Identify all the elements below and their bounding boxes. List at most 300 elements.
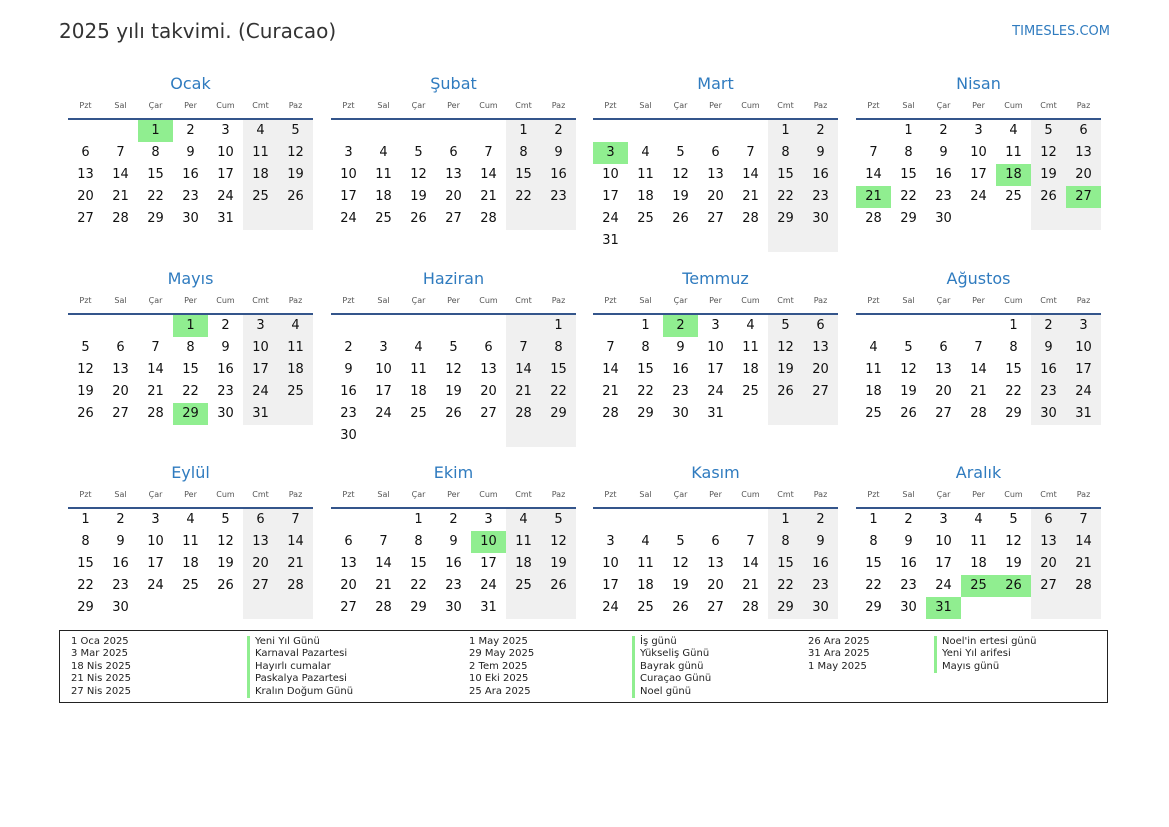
day-cell: 21 <box>602 384 619 399</box>
day-cell: 28 <box>602 406 619 421</box>
legend-holiday-name: Yeni Yıl Günü <box>247 636 353 648</box>
day-cell: 29 <box>77 600 94 615</box>
month-name: Kasım <box>691 463 740 482</box>
day-cell: 5 <box>676 145 685 160</box>
day-cell: 26 <box>550 578 567 593</box>
legend-names-col1 <box>247 636 353 698</box>
day-cell: 17 <box>252 362 269 377</box>
month-block <box>68 463 313 633</box>
holiday-day-cell: 25 <box>961 575 996 597</box>
day-cell: 16 <box>445 556 462 571</box>
day-cell: 25 <box>252 189 269 204</box>
day-cell: 12 <box>1005 534 1022 549</box>
weekday-label: Pzt <box>79 101 92 110</box>
day-cell: 26 <box>777 384 794 399</box>
month-name: Ekim <box>433 463 474 482</box>
day-cell: 30 <box>1040 406 1057 421</box>
day-cell: 30 <box>445 600 462 615</box>
day-cell: 30 <box>182 211 199 226</box>
day-cell: 30 <box>112 600 129 615</box>
day-cell: 25 <box>515 578 532 593</box>
day-cell: 2 <box>449 512 458 527</box>
weekday-label: Cmt <box>1040 101 1057 110</box>
day-cell: 29 <box>777 600 794 615</box>
day-cell: 18 <box>515 556 532 571</box>
day-cell: 17 <box>602 578 619 593</box>
legend-date: 21 Nis 2025 <box>71 673 131 685</box>
day-cell: 8 <box>151 145 160 160</box>
month-name: Ağustos <box>946 269 1011 288</box>
day-cell: 2 <box>1044 318 1053 333</box>
day-cell: 13 <box>252 534 269 549</box>
day-cell: 23 <box>550 189 567 204</box>
day-cell: 2 <box>344 340 353 355</box>
day-cell: 24 <box>602 211 619 226</box>
day-cell: 10 <box>935 534 952 549</box>
day-cell: 21 <box>375 578 392 593</box>
day-cell: 9 <box>554 145 563 160</box>
day-cell: 1 <box>781 512 790 527</box>
day-cell: 3 <box>606 534 615 549</box>
day-cell: 28 <box>742 600 759 615</box>
day-cell: 20 <box>935 384 952 399</box>
day-cell: 13 <box>480 362 497 377</box>
day-cell: 27 <box>812 384 829 399</box>
day-cell: 20 <box>252 556 269 571</box>
holiday-day-cell: 1 <box>138 120 173 142</box>
month-block <box>68 269 313 439</box>
day-cell: 20 <box>707 578 724 593</box>
day-cell: 7 <box>746 145 755 160</box>
day-cell: 12 <box>287 145 304 160</box>
holiday-day-cell: 29 <box>173 403 208 425</box>
day-cell: 11 <box>182 534 199 549</box>
weekday-label: Pzt <box>604 490 617 499</box>
day-cell: 10 <box>340 167 357 182</box>
weekday-label: Cmt <box>252 490 269 499</box>
day-cell: 29 <box>637 406 654 421</box>
day-cell: 24 <box>217 189 234 204</box>
day-cell: 9 <box>676 340 685 355</box>
legend-names-col3 <box>934 636 1036 673</box>
weekday-label: Paz <box>551 296 566 305</box>
weekday-label: Sal <box>639 490 652 499</box>
day-cell: 12 <box>550 534 567 549</box>
legend-holiday-name: Bayrak günü <box>632 661 711 673</box>
day-cell: 5 <box>221 512 230 527</box>
day-cell: 20 <box>480 384 497 399</box>
weekday-label: Per <box>709 101 722 110</box>
legend-date: 31 Ara 2025 <box>808 648 870 660</box>
day-cell: 17 <box>970 167 987 182</box>
day-cell: 26 <box>672 211 689 226</box>
legend-holiday-name: Noel günü <box>632 686 711 698</box>
day-cell: 30 <box>812 600 829 615</box>
day-cell: 19 <box>672 578 689 593</box>
weekday-label: Paz <box>288 296 303 305</box>
day-cell: 27 <box>252 578 269 593</box>
day-cell: 5 <box>554 512 563 527</box>
legend-dates-col1 <box>71 636 131 698</box>
day-cell: 21 <box>742 189 759 204</box>
day-cell: 19 <box>287 167 304 182</box>
legend-date: 29 May 2025 <box>469 648 535 660</box>
day-cell: 3 <box>974 123 983 138</box>
holiday-day-cell: 2 <box>663 315 698 337</box>
day-cell: 10 <box>375 362 392 377</box>
holiday-day-cell: 3 <box>593 142 628 164</box>
day-cell: 15 <box>777 556 794 571</box>
day-cell: 6 <box>1044 512 1053 527</box>
day-cell: 3 <box>1079 318 1088 333</box>
day-cell: 2 <box>904 512 913 527</box>
day-cell: 25 <box>637 600 654 615</box>
weekday-label: Pzt <box>604 296 617 305</box>
day-cell: 14 <box>480 167 497 182</box>
day-cell: 26 <box>445 406 462 421</box>
day-cell: 10 <box>602 556 619 571</box>
day-cell: 14 <box>602 362 619 377</box>
day-cell: 24 <box>252 384 269 399</box>
day-cell: 13 <box>707 556 724 571</box>
day-cell: 25 <box>1005 189 1022 204</box>
day-cell: 14 <box>112 167 129 182</box>
day-cell: 19 <box>672 189 689 204</box>
legend-holiday-name: Paskalya Pazartesi <box>247 673 353 685</box>
day-cell: 20 <box>445 189 462 204</box>
weekday-label: Çar <box>673 296 688 305</box>
legend-holiday-name: Mayıs günü <box>934 661 1036 673</box>
day-cell: 19 <box>550 556 567 571</box>
day-cell: 17 <box>217 167 234 182</box>
weekday-label: Sal <box>114 101 127 110</box>
day-cell: 3 <box>711 318 720 333</box>
day-cell: 21 <box>742 578 759 593</box>
day-cell: 6 <box>116 340 125 355</box>
weekday-label: Sal <box>902 101 915 110</box>
day-cell: 31 <box>707 406 724 421</box>
day-cell: 15 <box>515 167 532 182</box>
day-cell: 1 <box>641 318 650 333</box>
weekday-label: Sal <box>639 296 652 305</box>
day-cell: 29 <box>410 600 427 615</box>
weekday-label: Çar <box>673 101 688 110</box>
day-cell: 25 <box>742 384 759 399</box>
day-cell: 7 <box>1079 512 1088 527</box>
day-cell: 10 <box>252 340 269 355</box>
day-cell: 18 <box>637 189 654 204</box>
day-cell: 13 <box>112 362 129 377</box>
weekday-label: Cum <box>1004 490 1023 499</box>
day-cell: 2 <box>116 512 125 527</box>
day-cell: 25 <box>637 211 654 226</box>
day-cell: 4 <box>641 534 650 549</box>
weekday-label: Çar <box>673 490 688 499</box>
day-cell: 12 <box>77 362 94 377</box>
day-cell: 23 <box>672 384 689 399</box>
day-cell: 31 <box>252 406 269 421</box>
day-cell: 21 <box>1075 556 1092 571</box>
day-cell: 26 <box>287 189 304 204</box>
day-cell: 17 <box>375 384 392 399</box>
day-cell: 28 <box>480 211 497 226</box>
day-cell: 6 <box>344 534 353 549</box>
day-cell: 3 <box>344 145 353 160</box>
weekday-label: Çar <box>148 296 163 305</box>
day-cell: 6 <box>711 534 720 549</box>
weekday-label: Paz <box>813 101 828 110</box>
day-cell: 25 <box>410 406 427 421</box>
day-cell: 9 <box>221 340 230 355</box>
weekday-label: Cmt <box>515 490 532 499</box>
legend-dates-col3 <box>808 636 870 673</box>
month-block <box>331 463 576 633</box>
day-cell: 11 <box>287 340 304 355</box>
weekday-label: Per <box>972 101 985 110</box>
day-cell: 24 <box>147 578 164 593</box>
day-cell: 8 <box>414 534 423 549</box>
site-link[interactable]: TIMESLES.COM <box>1012 24 1110 39</box>
day-cell: 11 <box>865 362 882 377</box>
day-cell: 14 <box>287 534 304 549</box>
day-cell: 11 <box>515 534 532 549</box>
day-cell: 25 <box>375 211 392 226</box>
weekday-label: Cmt <box>1040 296 1057 305</box>
month-block <box>331 74 576 244</box>
day-cell: 29 <box>147 211 164 226</box>
day-cell: 19 <box>777 362 794 377</box>
day-cell: 5 <box>1009 512 1018 527</box>
day-cell: 22 <box>182 384 199 399</box>
day-cell: 20 <box>812 362 829 377</box>
weekday-label: Paz <box>551 101 566 110</box>
month-name: Nisan <box>956 74 1001 93</box>
weekday-label: Cum <box>479 101 498 110</box>
day-cell: 14 <box>970 362 987 377</box>
day-cell: 20 <box>1040 556 1057 571</box>
weekday-label: Cum <box>216 296 235 305</box>
day-cell: 4 <box>974 512 983 527</box>
day-cell: 6 <box>449 145 458 160</box>
day-cell: 9 <box>116 534 125 549</box>
legend-dates-col2 <box>469 636 534 698</box>
day-cell: 4 <box>869 340 878 355</box>
weekday-label: Paz <box>551 490 566 499</box>
day-cell: 21 <box>287 556 304 571</box>
day-cell: 23 <box>935 189 952 204</box>
day-cell: 9 <box>939 145 948 160</box>
legend-date: 10 Eki 2025 <box>469 673 529 685</box>
day-cell: 9 <box>449 534 458 549</box>
day-cell: 23 <box>1040 384 1057 399</box>
day-cell: 24 <box>1075 384 1092 399</box>
day-cell: 2 <box>554 123 563 138</box>
day-cell: 25 <box>865 406 882 421</box>
day-cell: 7 <box>151 340 160 355</box>
weekday-label: Cmt <box>252 101 269 110</box>
day-cell: 9 <box>186 145 195 160</box>
weekday-label: Sal <box>377 101 390 110</box>
weekday-label: Sal <box>114 490 127 499</box>
day-cell: 30 <box>812 211 829 226</box>
legend-date: 3 Mar 2025 <box>71 648 129 660</box>
day-cell: 3 <box>379 340 388 355</box>
day-cell: 28 <box>865 211 882 226</box>
day-cell: 10 <box>707 340 724 355</box>
day-cell: 15 <box>77 556 94 571</box>
month-name: Temmuz <box>682 269 749 288</box>
day-cell: 6 <box>816 318 825 333</box>
day-cell: 1 <box>554 318 563 333</box>
weekday-label: Cum <box>479 490 498 499</box>
legend-date: 27 Nis 2025 <box>71 685 131 697</box>
day-cell: 17 <box>340 189 357 204</box>
legend-holiday-name: Curaçao Günü <box>632 673 711 685</box>
legend-date: 18 Nis 2025 <box>71 660 131 672</box>
day-cell: 4 <box>291 318 300 333</box>
day-cell: 18 <box>287 362 304 377</box>
day-cell: 29 <box>900 211 917 226</box>
day-cell: 27 <box>340 600 357 615</box>
day-cell: 27 <box>935 406 952 421</box>
day-cell: 27 <box>77 211 94 226</box>
day-cell: 8 <box>781 145 790 160</box>
weekday-label: Cmt <box>777 101 794 110</box>
legend-holiday-name: Kralın Doğum Günü <box>247 686 353 698</box>
weekday-label: Per <box>184 101 197 110</box>
day-cell: 9 <box>816 534 825 549</box>
day-cell: 5 <box>676 534 685 549</box>
day-cell: 22 <box>147 189 164 204</box>
day-cell: 1 <box>869 512 878 527</box>
day-cell: 11 <box>410 362 427 377</box>
day-cell: 4 <box>746 318 755 333</box>
day-cell: 3 <box>221 123 230 138</box>
weekday-label: Cum <box>741 101 760 110</box>
day-cell: 30 <box>217 406 234 421</box>
day-cell: 13 <box>935 362 952 377</box>
day-cell: 12 <box>672 167 689 182</box>
page-title: 2025 yılı takvimi. (Curacao) <box>59 19 337 43</box>
day-cell: 22 <box>410 578 427 593</box>
day-cell: 14 <box>1075 534 1092 549</box>
day-cell: 12 <box>445 362 462 377</box>
day-cell: 16 <box>812 556 829 571</box>
month-block <box>593 74 838 248</box>
day-cell: 7 <box>484 145 493 160</box>
month-block <box>331 269 576 443</box>
day-cell: 29 <box>777 211 794 226</box>
weekday-label: Paz <box>1076 101 1091 110</box>
day-cell: 16 <box>1040 362 1057 377</box>
day-cell: 13 <box>77 167 94 182</box>
day-cell: 18 <box>742 362 759 377</box>
day-cell: 29 <box>550 406 567 421</box>
weekday-label: Sal <box>377 296 390 305</box>
day-cell: 9 <box>816 145 825 160</box>
day-cell: 13 <box>445 167 462 182</box>
day-cell: 23 <box>217 384 234 399</box>
day-cell: 12 <box>900 362 917 377</box>
day-cell: 18 <box>182 556 199 571</box>
day-cell: 4 <box>256 123 265 138</box>
weekday-label: Paz <box>1076 296 1091 305</box>
day-cell: 12 <box>1040 145 1057 160</box>
day-cell: 7 <box>291 512 300 527</box>
day-cell: 7 <box>379 534 388 549</box>
weekday-label: Paz <box>813 490 828 499</box>
day-cell: 4 <box>519 512 528 527</box>
weekday-label: Per <box>972 296 985 305</box>
day-cell: 28 <box>742 211 759 226</box>
day-cell: 30 <box>340 428 357 443</box>
day-cell: 24 <box>480 578 497 593</box>
day-cell: 16 <box>900 556 917 571</box>
weekday-label: Sal <box>902 490 915 499</box>
day-cell: 8 <box>641 340 650 355</box>
legend-date: 25 Ara 2025 <box>469 685 531 697</box>
day-cell: 31 <box>480 600 497 615</box>
day-cell: 20 <box>1075 167 1092 182</box>
day-cell: 8 <box>869 534 878 549</box>
day-cell: 22 <box>865 578 882 593</box>
weekday-label: Pzt <box>867 296 880 305</box>
day-cell: 17 <box>935 556 952 571</box>
weekday-label: Per <box>447 490 460 499</box>
day-cell: 18 <box>865 384 882 399</box>
weekday-label: Cum <box>1004 101 1023 110</box>
day-cell: 11 <box>252 145 269 160</box>
day-cell: 19 <box>77 384 94 399</box>
day-cell: 5 <box>291 123 300 138</box>
day-cell: 19 <box>217 556 234 571</box>
weekday-label: Pzt <box>342 101 355 110</box>
day-cell: 7 <box>746 534 755 549</box>
weekday-label: Cum <box>216 101 235 110</box>
day-cell: 22 <box>900 189 917 204</box>
day-cell: 8 <box>81 534 90 549</box>
weekday-label: Per <box>447 101 460 110</box>
day-cell: 19 <box>410 189 427 204</box>
day-cell: 24 <box>340 211 357 226</box>
day-cell: 21 <box>970 384 987 399</box>
legend-holiday-name: İş günü <box>632 636 711 648</box>
day-cell: 6 <box>81 145 90 160</box>
weekday-label: Çar <box>936 296 951 305</box>
day-cell: 31 <box>217 211 234 226</box>
holiday-legend <box>59 630 1108 703</box>
holiday-day-cell: 1 <box>173 315 208 337</box>
day-cell: 23 <box>812 578 829 593</box>
day-cell: 28 <box>147 406 164 421</box>
holiday-day-cell: 18 <box>996 164 1031 186</box>
day-cell: 20 <box>707 189 724 204</box>
day-cell: 21 <box>480 189 497 204</box>
day-cell: 9 <box>344 362 353 377</box>
month-block <box>856 463 1101 633</box>
day-cell: 3 <box>939 512 948 527</box>
day-cell: 24 <box>970 189 987 204</box>
day-cell: 13 <box>1040 534 1057 549</box>
day-cell: 22 <box>777 578 794 593</box>
day-cell: 5 <box>781 318 790 333</box>
holiday-day-cell: 26 <box>996 575 1031 597</box>
day-cell: 25 <box>182 578 199 593</box>
day-cell: 17 <box>147 556 164 571</box>
weekday-label: Pzt <box>342 490 355 499</box>
month-name: Aralık <box>955 463 1002 482</box>
weekday-label: Cmt <box>252 296 269 305</box>
